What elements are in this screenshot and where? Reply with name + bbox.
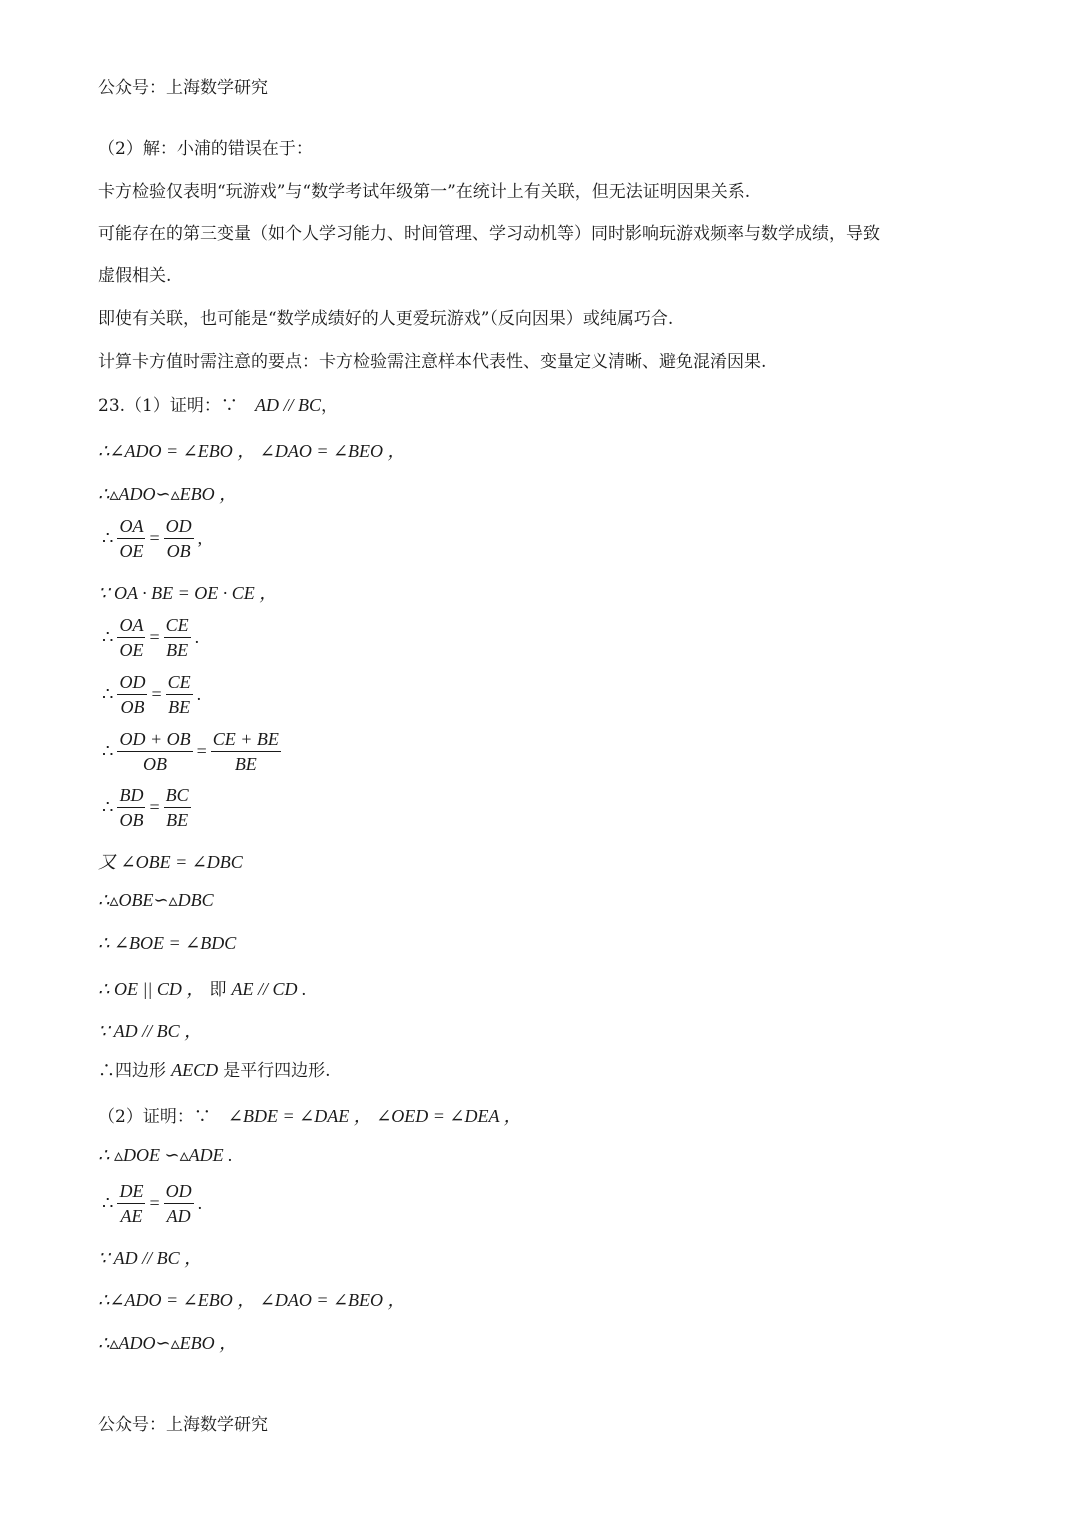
q23-part2-line-6: ∴▵ADO∽▵EBO ， [98,1333,238,1353]
q23-line-10: 又 ∠OBE = ∠DBC [98,852,243,872]
q23-part2-line-1: （2）证明：∵ ∠BDE = ∠DAE ， ∠OED = ∠DEA ， [98,1106,522,1127]
q23-fraction-6: ∴ $\frac{DE}{AE}$ = $\frac{OD}{AD}$ . [102,1181,203,1226]
q23-line-11: ∴▵OBE∽▵DBC [98,890,214,910]
q23-fraction-5: ∴ $\frac{BD}{OB}$ = $\frac{BC}{BE}$ [102,785,189,830]
q23-fraction-3: ∴ $\frac{OD}{OB}$ = $\frac{CE}{BE}$ . [102,672,202,717]
q23-line-5: ∵ OA · BE = OE · CE ， [98,583,278,603]
q23-line-15: ∴四边形 AECD 是平行四边形. [98,1060,331,1081]
q23-line-14: ∵ AD // BC ， [98,1021,203,1041]
q23-line-12: ∴ ∠BOE = ∠BDC [98,933,237,953]
part2-paragraph-1: 卡方检验仅表明“玩游戏”与“数学考试年级第一”在统计上有关联，但无法证明因果关系. [98,182,751,202]
page-footer: 公众号：上海数学研究 [98,1415,268,1435]
q23-line-2: ∴∠ADO = ∠EBO ， ∠DAO = ∠BEO ， [98,441,406,461]
q23-line-1: 23.（1）证明：∵ AD // BC， [98,395,338,416]
q23-fraction-4: ∴ $\frac{OD + OB}{OB}$ = $\frac{CE + BE}{BE}$ [102,729,279,774]
q23-fraction-1: ∴ $\frac{OA}{OE}$ = $\frac{OD}{OB}$ , [102,516,203,561]
q23-fraction-2: ∴ $\frac{OA}{OE}$ = $\frac{CE}{BE}$ . [102,615,200,660]
part2-paragraph-2a: 可能存在的第三变量（如个人学习能力、时间管理、学习动机等）同时影响玩游戏频率与数学成绩，导致 [98,224,880,244]
page-header: 公众号：上海数学研究 [98,78,268,98]
q23-line-3: ∴▵ADO∽▵EBO ， [98,484,238,504]
q23-line-1-math: AD // BC [254,395,321,415]
part2-title: （2）解：小浦的错误在于： [98,139,313,159]
part2-paragraph-4: 计算卡方值时需注意的要点：卡方检验需注意样本代表性、变量定义清晰、避免混淆因果. [98,352,767,372]
part2-paragraph-3: 即使有关联，也可能是“数学成绩好的人更爱玩游戏”（反向因果）或纯属巧合. [98,309,674,329]
q23-part2-line-2: ∴ ▵DOE ∽▵ADE . [98,1145,233,1165]
q23-line-1-prefix: 23.（1）证明：∵ [98,396,238,416]
q23-line-13: ∴ OE || CD ， 即 AE // CD . [98,979,307,1000]
q23-part2-line-5: ∴∠ADO = ∠EBO ， ∠DAO = ∠BEO ， [98,1290,406,1310]
part2-paragraph-2b: 虚假相关. [98,266,172,286]
q23-part2-line-4: ∵ AD // BC ， [98,1248,203,1268]
